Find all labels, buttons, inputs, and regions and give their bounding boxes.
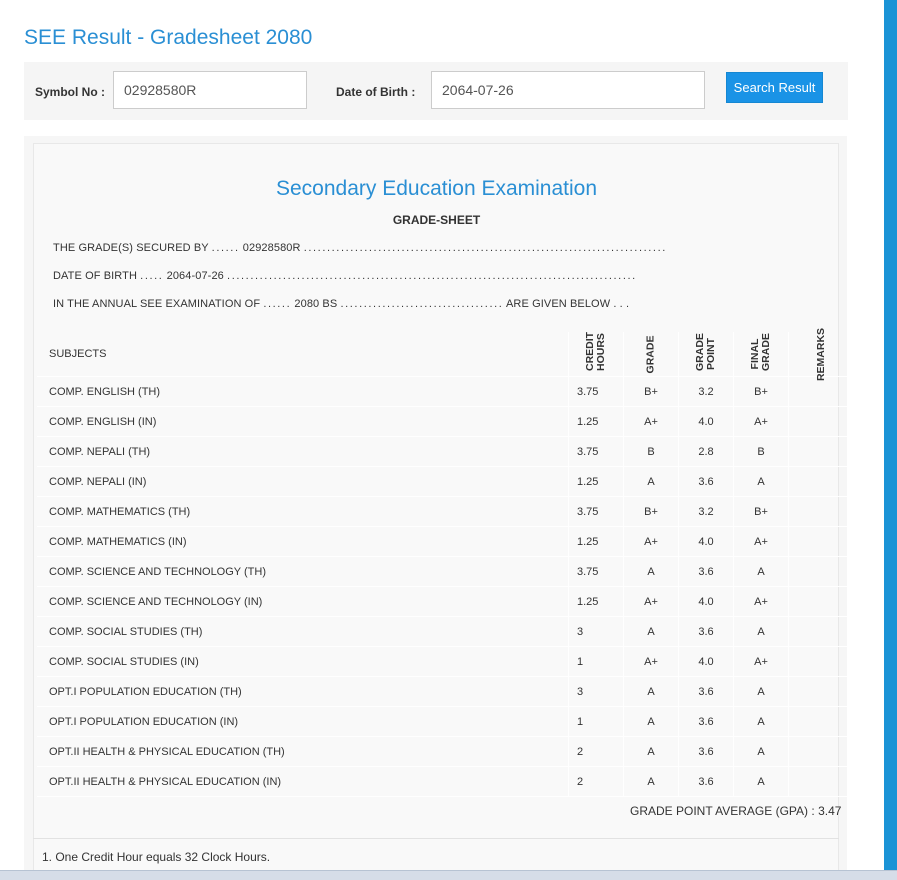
- grade-point-cell: 3.6: [679, 677, 734, 707]
- table-row: [37, 677, 855, 707]
- remarks-cell: [789, 587, 856, 617]
- gpa-label: GRADE POINT AVERAGE (GPA) :: [630, 804, 815, 818]
- subject-cell: COMP. MATHEMATICS (IN): [37, 527, 569, 557]
- remarks-cell: [789, 437, 856, 467]
- final-grade-cell: A+: [734, 587, 789, 617]
- remarks-cell: [789, 617, 856, 647]
- grade-cell: A+: [624, 527, 679, 557]
- subject-cell: COMP. SCIENCE AND TECHNOLOGY (IN): [37, 587, 569, 617]
- final-grade-cell: A: [734, 617, 789, 647]
- subject-cell: COMP. SCIENCE AND TECHNOLOGY (TH): [37, 557, 569, 587]
- secured-by-line: THE GRADE(S) SECURED BY ...... 02928580R ..............................................................................: [53, 242, 667, 254]
- header-subjects: SUBJECTS: [37, 332, 569, 377]
- final-grade-cell: A: [734, 707, 789, 737]
- header-credit-hours: CREDIT HOURS: [569, 332, 624, 377]
- table-row: [37, 527, 855, 557]
- table-row: [37, 767, 855, 797]
- subject-cell: COMP. NEPALI (IN): [37, 467, 569, 497]
- grade-cell: A: [624, 557, 679, 587]
- dob-input[interactable]: [431, 71, 705, 109]
- grade-point-cell: 3.6: [679, 467, 734, 497]
- remarks-cell: [789, 647, 856, 677]
- grade-cell: B+: [624, 497, 679, 527]
- subject-cell: COMP. SOCIAL STUDIES (TH): [37, 617, 569, 647]
- table-header-row: [37, 332, 855, 377]
- dob-line-label: DATE OF BIRTH: [53, 270, 138, 282]
- gradesheet-subtitle: GRADE-SHEET: [392, 213, 481, 227]
- final-grade-cell: B+: [734, 497, 789, 527]
- grade-point-cell: 2.8: [679, 437, 734, 467]
- credit-cell: 1.25: [569, 587, 624, 617]
- credit-cell: 3.75: [569, 377, 624, 407]
- exam-title: Secondary Education Examination: [275, 177, 598, 200]
- credit-cell: 2: [569, 737, 624, 767]
- note-divider: [33, 838, 839, 839]
- remarks-cell: [789, 677, 856, 707]
- final-grade-cell: A+: [734, 527, 789, 557]
- final-grade-cell: B+: [734, 377, 789, 407]
- search-panel: [24, 62, 848, 120]
- grade-point-cell: 4.0: [679, 647, 734, 677]
- subject-cell: COMP. ENGLISH (TH): [37, 377, 569, 407]
- header-grade: GRADE: [624, 332, 679, 377]
- credit-cell: 3: [569, 677, 624, 707]
- table-row: [37, 707, 855, 737]
- subject-cell: COMP. NEPALI (TH): [37, 437, 569, 467]
- grade-point-cell: 3.2: [679, 377, 734, 407]
- credit-cell: 3: [569, 617, 624, 647]
- final-grade-cell: A: [734, 677, 789, 707]
- page-title: SEE Result - Gradesheet 2080: [24, 26, 313, 49]
- remarks-cell: [789, 737, 856, 767]
- search-result-button[interactable]: Search Result: [726, 72, 823, 103]
- final-grade-cell: A+: [734, 647, 789, 677]
- subject-cell: COMP. SOCIAL STUDIES (IN): [37, 647, 569, 677]
- table-row: [37, 587, 855, 617]
- grade-cell: A: [624, 617, 679, 647]
- remarks-cell: [789, 407, 856, 437]
- header-final-grade: FINAL GRADE: [734, 332, 789, 377]
- grade-cell: A+: [624, 407, 679, 437]
- table-row: [37, 647, 855, 677]
- grade-point-cell: 3.6: [679, 767, 734, 797]
- remarks-cell: [789, 557, 856, 587]
- grade-cell: A+: [624, 587, 679, 617]
- remarks-cell: [789, 767, 856, 797]
- subject-cell: OPT.II HEALTH & PHYSICAL EDUCATION (TH): [37, 737, 569, 767]
- grade-cell: A+: [624, 647, 679, 677]
- grade-point-cell: 3.6: [679, 707, 734, 737]
- credit-cell: 3.75: [569, 557, 624, 587]
- grade-cell: A: [624, 767, 679, 797]
- grade-cell: B+: [624, 377, 679, 407]
- dob-label: Date of Birth :: [336, 85, 416, 99]
- table-row: [37, 467, 855, 497]
- credit-cell: 1: [569, 647, 624, 677]
- remarks-cell: [789, 467, 856, 497]
- header-remarks: REMARKS: [789, 332, 856, 377]
- exam-year: 2080 BS: [294, 298, 338, 310]
- grade-point-cell: 3.6: [679, 737, 734, 767]
- bottom-edge-bar: [0, 870, 897, 880]
- dob-line: DATE OF BIRTH ..... 2064-07-26 ........................................................................................: [53, 270, 637, 282]
- final-grade-cell: A: [734, 737, 789, 767]
- gpa-summary: [630, 804, 841, 818]
- grade-cell: A: [624, 467, 679, 497]
- subject-cell: COMP. ENGLISH (IN): [37, 407, 569, 437]
- remarks-cell: [789, 527, 856, 557]
- subject-cell: COMP. MATHEMATICS (TH): [37, 497, 569, 527]
- dob-line-value: 2064-07-26: [166, 270, 224, 282]
- grade-point-cell: 3.2: [679, 497, 734, 527]
- grade-point-cell: 4.0: [679, 407, 734, 437]
- exam-line: IN THE ANNUAL SEE EXAMINATION OF ...... 2080 BS ................................... ARE GIVEN BELOW . . .: [53, 298, 630, 310]
- header-grade-point: GRADE POINT: [679, 332, 734, 377]
- subject-cell: OPT.I POPULATION EDUCATION (IN): [37, 707, 569, 737]
- right-edge-bar: [884, 0, 897, 880]
- credit-cell: 1: [569, 707, 624, 737]
- credit-cell: 1.25: [569, 467, 624, 497]
- grade-point-cell: 3.6: [679, 557, 734, 587]
- final-grade-cell: B: [734, 437, 789, 467]
- grade-cell: A: [624, 737, 679, 767]
- credit-cell: 1.25: [569, 407, 624, 437]
- grade-point-cell: 4.0: [679, 527, 734, 557]
- table-row: [37, 377, 855, 407]
- table-row: [37, 497, 855, 527]
- credit-cell: 1.25: [569, 527, 624, 557]
- symbol-label: Symbol No :: [35, 85, 106, 99]
- grade-cell: A: [624, 677, 679, 707]
- final-grade-cell: A: [734, 467, 789, 497]
- grade-point-cell: 3.6: [679, 617, 734, 647]
- credit-cell: 3.75: [569, 437, 624, 467]
- secured-by-label: THE GRADE(S) SECURED BY: [53, 242, 209, 254]
- given-below-text: ARE GIVEN BELOW . . .: [506, 298, 630, 310]
- table-row: [37, 617, 855, 647]
- remarks-cell: [789, 707, 856, 737]
- table-row: [37, 437, 855, 467]
- grades-table: [37, 327, 855, 797]
- subject-cell: OPT.II HEALTH & PHYSICAL EDUCATION (IN): [37, 767, 569, 797]
- grade-cell: A: [624, 707, 679, 737]
- credit-cell: 3.75: [569, 497, 624, 527]
- grade-cell: B: [624, 437, 679, 467]
- table-row: [37, 407, 855, 437]
- remarks-cell: [789, 497, 856, 527]
- exam-line-label: IN THE ANNUAL SEE EXAMINATION OF: [53, 298, 261, 310]
- table-row: [37, 737, 855, 767]
- grade-point-cell: 4.0: [679, 587, 734, 617]
- final-grade-cell: A: [734, 767, 789, 797]
- credit-hour-note: 1. One Credit Hour equals 32 Clock Hours.: [42, 850, 271, 864]
- final-grade-cell: A+: [734, 407, 789, 437]
- gpa-value: 3.47: [818, 804, 842, 818]
- symbol-input[interactable]: [113, 71, 307, 109]
- secured-by-value: 02928580R: [242, 242, 301, 254]
- subject-cell: OPT.I POPULATION EDUCATION (TH): [37, 677, 569, 707]
- table-row: [37, 557, 855, 587]
- credit-cell: 2: [569, 767, 624, 797]
- final-grade-cell: A: [734, 557, 789, 587]
